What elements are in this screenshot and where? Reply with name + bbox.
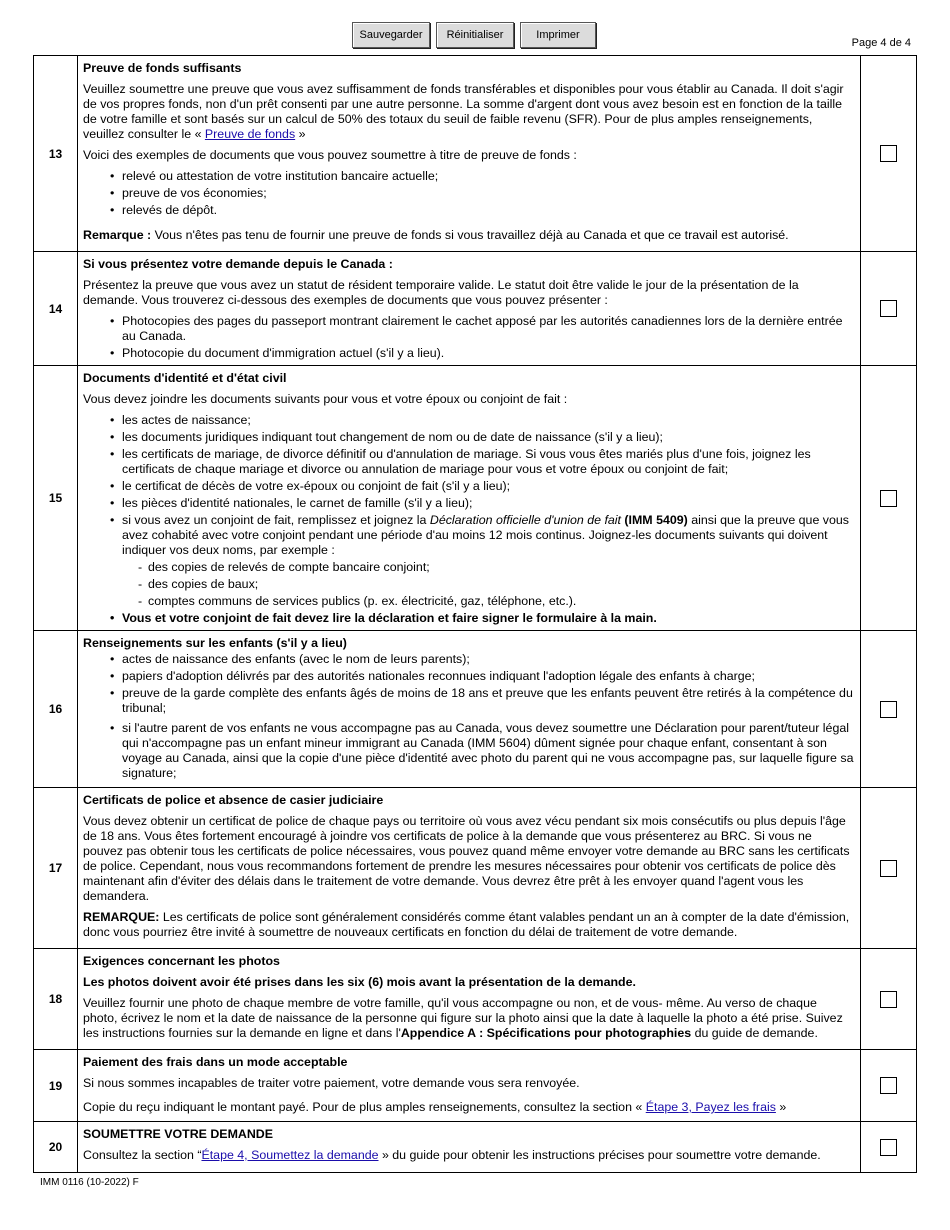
list-item: • relevés de dépôt. (83, 203, 854, 218)
row-content (78, 949, 861, 1050)
row-title: Si vous présentez votre demande depuis le Canada : (83, 257, 393, 271)
row-title: SOUMETTRE VOTRE DEMANDE (83, 1127, 273, 1141)
checkbox-15[interactable] (880, 490, 897, 507)
checkbox-14[interactable] (880, 300, 897, 317)
row-title: Renseignements sur les enfants (s'il y a lieu) (83, 636, 347, 650)
row-content (78, 252, 861, 366)
row-content (78, 56, 861, 252)
list-item: • relevé ou attestation de votre institution bancaire actuelle; (83, 169, 854, 184)
list-item: • les actes de naissance; (83, 413, 854, 428)
text: Vous n'êtes pas tenu de fournir une preuve de fonds si vous travaillez déjà au Canada et que ce travail est autorisé. (151, 228, 789, 242)
row-paragraph: Voici des exemples de documents que vous pouvez soumettre à titre de preuve de fonds : (83, 148, 577, 162)
row-note (83, 910, 854, 940)
checkbox-cell (861, 631, 917, 788)
reset-button[interactable]: Réinitialiser (436, 22, 514, 48)
row-title: Exigences concernant les photos (83, 954, 280, 968)
row-paragraph (83, 1100, 854, 1115)
row-number: 20 (34, 1122, 78, 1173)
row-paragraph (83, 82, 854, 142)
bullet-list (83, 169, 854, 218)
text: si vous avez un conjoint de fait, remplissez et joignez la (122, 513, 430, 527)
note-label: REMARQUE: (83, 910, 160, 924)
checklist-table (33, 55, 917, 1173)
list-item (83, 513, 854, 558)
checkbox-18[interactable] (880, 991, 897, 1008)
bullet-list (83, 413, 854, 558)
row-content (78, 1122, 861, 1173)
checkbox-20[interactable] (880, 1139, 897, 1156)
appendix-reference: Appendice A : Spécifications pour photographies (400, 1026, 692, 1040)
form-code-footer: IMM 0116 (10-2022) F (40, 1177, 139, 1188)
list-item: • Photocopies des pages du passeport montrant clairement le cachet apposé par les autorités canadiennes lors de la dernière entrée au Canada. (83, 314, 854, 344)
dash-list (83, 560, 854, 609)
text: Les certificats de police sont généralement considérés comme étant valables pendant un an à compter de la date d'émission, donc vous pourriez être invité à soumettre de nouveaux certificats en fonction du délai de traitement de votre demande. (83, 910, 850, 939)
proof-of-funds-link[interactable]: Preuve de fonds (204, 127, 296, 141)
checkbox-cell (861, 252, 917, 366)
row-paragraph (83, 996, 854, 1041)
checklist-row-14 (34, 252, 917, 366)
row-title: Documents d'identité et d'état civil (83, 371, 287, 385)
checklist-row-13 (34, 56, 917, 252)
row-note (83, 228, 854, 243)
text: » du guide pour obtenir les instructions précises pour soumettre votre demande. (378, 1148, 821, 1162)
row-number: 18 (34, 949, 78, 1050)
form-code: (IMM 5409) (620, 513, 688, 527)
row-number: 15 (34, 366, 78, 631)
list-item: • les documents juridiques indiquant tout changement de nom ou de date de naissance (s'il y a lieu); (83, 430, 854, 445)
submit-application-link[interactable]: Étape 4, Soumettez la demande (201, 1148, 379, 1162)
page-number: Page 4 de 4 (851, 37, 911, 49)
bullet-list (83, 652, 854, 781)
row-paragraph (83, 1148, 854, 1163)
checklist-row-19 (34, 1050, 917, 1122)
save-button[interactable]: Sauvegarder (352, 22, 430, 48)
row-title: Certificats de police et absence de casier judiciaire (83, 793, 384, 807)
list-item: - comptes communs de services publics (p. ex. électricité, gaz, téléphone, etc.). (83, 594, 854, 609)
checkbox-17[interactable] (880, 860, 897, 877)
list-item: • Photocopie du document d'immigration actuel (s'il y a lieu). (83, 346, 854, 361)
checkbox-cell (861, 1122, 917, 1173)
list-item: • papiers d'adoption délivrés par des autorités nationales reconnues indiquant l'adoption légale des enfants à charge; (83, 669, 854, 684)
list-item: • preuve de la garde complète des enfants âgés de moins de 18 ans et preuve que les enfants peuvent être retirés à la compétence du tribunal; (83, 686, 854, 716)
text: » (775, 1100, 787, 1114)
text: Copie du reçu indiquant le montant payé. Pour de plus amples renseignements, consultez la section « (83, 1100, 646, 1114)
row-number: 17 (34, 788, 78, 949)
text: ainsi que la preuve que vous avez cohabité avec votre conjoint pendant une période d'au moins 12 mois continus. Joignez-les documents suivants qui doivent indiquer vos deux noms, par exemple : (122, 513, 849, 557)
row-title: Preuve de fonds suffisants (83, 61, 242, 75)
row-number: 16 (34, 631, 78, 788)
list-item: • le certificat de décès de votre ex-époux ou conjoint de fait (s'il y a lieu); (83, 479, 854, 494)
toolbar (0, 22, 950, 52)
row-number: 14 (34, 252, 78, 366)
list-item: • Vous et votre conjoint de fait devez lire la déclaration et faire signer le formulaire à la main. (83, 611, 854, 626)
checklist-row-18 (34, 949, 917, 1050)
row-paragraph: Présentez la preuve que vous avez un statut de résident temporaire valide. Le statut doit être valide le jour de la présentation de la demande. Vous trouverez ci-dessous des exemples de documents que vous pouvez présenter : (83, 278, 799, 307)
text: Veuillez soumettre une preuve que vous avez suffisamment de fonds transférables et disponibles pour vous établir au Canada. Il doit s'agir de vos propres fonds, non d'un prêt consenti par une autre personne. La somme d'argent dont vous avez besoin est en fonction de la taille de votre famille et sont basés sur un calcul de 50% des totaux du seuil de faible revenu (SFR). Pour de plus amples renseignements, veuillez consulter le « (83, 82, 844, 141)
row-title: Paiement des frais dans un mode acceptable (83, 1055, 348, 1069)
row-number: 19 (34, 1050, 78, 1122)
text: du guide de demande. (691, 1026, 818, 1040)
pay-fees-link[interactable]: Étape 3, Payez les frais (645, 1100, 776, 1114)
checkbox-cell (861, 366, 917, 631)
checklist-row-20 (34, 1122, 917, 1173)
row-content (78, 366, 861, 631)
list-item: • actes de naissance des enfants (avec le nom de leurs parents); (83, 652, 854, 667)
checklist-row-17 (34, 788, 917, 949)
checkbox-19[interactable] (880, 1077, 897, 1094)
form-title: Déclaration officielle d'union de fait (429, 513, 621, 527)
list-item: • preuve de vos économies; (83, 186, 854, 201)
text: » (295, 127, 306, 141)
list-item: - des copies de baux; (83, 577, 854, 592)
row-paragraph: Vous devez joindre les documents suivants pour vous et votre époux ou conjoint de fait : (83, 392, 568, 406)
checkbox-cell (861, 949, 917, 1050)
list-item: • les pièces d'identité nationales, le carnet de famille (s'il y a lieu); (83, 496, 854, 511)
list-item: • les certificats de mariage, de divorce définitif ou d'annulation de mariage. Si vous vous êtes mariés plus d'une fois, joignez les certificats de chaque mariage et divorce ou annulation de mariage pour vous et votre époux ou conjoint de fait; (83, 447, 854, 477)
checkbox-13[interactable] (880, 145, 897, 162)
row-number: 13 (34, 56, 78, 252)
checkbox-cell (861, 56, 917, 252)
checklist-row-15 (34, 366, 917, 631)
note-label: Remarque : (83, 228, 152, 242)
checkbox-cell (861, 1050, 917, 1122)
row-subtitle: Les photos doivent avoir été prises dans les six (6) mois avant la présentation de la demande. (83, 975, 636, 989)
bullet-list (83, 611, 854, 626)
bullet-list (83, 314, 854, 361)
row-content (78, 631, 861, 788)
list-item: • si l'autre parent de vos enfants ne vous accompagne pas au Canada, vous devez soumettre une Déclaration pour parent/tuteur légal qui n'accompagne pas un enfant mineur immigrant au Canada (IMM 5604) dûment signée pour chaque enfant, consentant à son voyage au Canada, ainsi que la copie d'une pièce d'identité avec photo du parent qui ne vous accompagne pas, sur laquelle figure sa signature; (83, 721, 854, 781)
row-content (78, 1050, 861, 1122)
text: Consultez la section “ (83, 1148, 202, 1162)
row-content (78, 788, 861, 949)
print-button[interactable]: Imprimer (520, 22, 596, 48)
text: Veuillez fournir une photo de chaque membre de votre famille, qu'il vous accompagne ou non, et de vous- même. Au verso de chaque photo, écrivez le nom et la date de naissance de la personne qui figure sur la photo ainsi que la date à laquelle la photo a été prise. Suivez les instructions fournies sur la demande en ligne et dans l' (83, 996, 843, 1040)
checklist-row-16 (34, 631, 917, 788)
list-item: - des copies de relevés de compte bancaire conjoint; (83, 560, 854, 575)
row-paragraph: Vous devez obtenir un certificat de police de chaque pays ou territoire où vous avez vécu pendant six mois consécutifs ou plus depuis l'âge de 18 ans. Vous êtes fortement encouragé à joindre vos certificats de police à la demande que vous présenterez au BRC. Si vous ne pouvez pas obtenir tous les certificats de police nécessaires, vous pouvez quand même envoyer votre demande au BRC sans les certificats de police. Cependant, nous vous recommandons fortement de prendre les mesures nécessaires pour obtenir vos certificats de police dès maintenant afin d'éviter des délais dans le traitement de votre demande. Vous devrez être prêt à les envoyer quand l'agent vous les demandera. (83, 814, 850, 903)
checkbox-16[interactable] (880, 701, 897, 718)
checkbox-cell (861, 788, 917, 949)
row-paragraph: Si nous sommes incapables de traiter votre paiement, votre demande vous sera renvoyée. (83, 1076, 580, 1090)
